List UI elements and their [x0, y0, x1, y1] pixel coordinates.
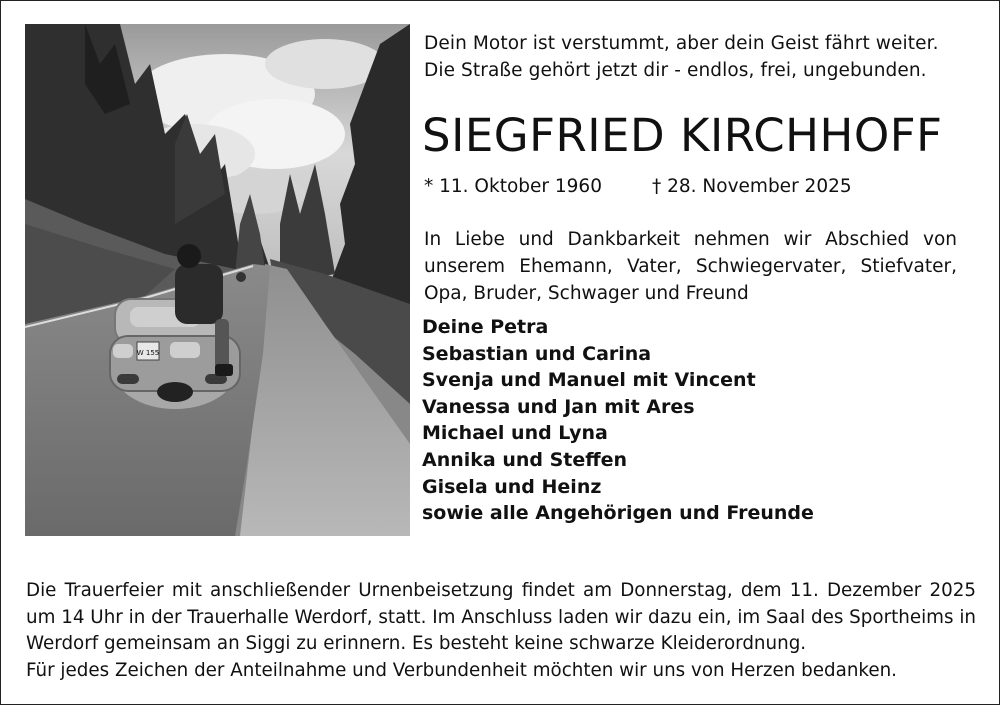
birth-date: * 11. Oktober 1960 [424, 176, 602, 197]
motorcyclist-forest-road-image [25, 24, 410, 536]
deceased-name: SIEGFRIED KIRCHHOFF [422, 109, 943, 162]
death-date: † 28. November 2025 [652, 176, 852, 197]
farewell-text: In Liebe und Dankbarkeit nehmen wir Abschied von unserem Ehemann, Vater, Schwiegervater, Stiefvater, Opa, Bruder, Schwager und Freund [424, 229, 957, 304]
mourner-entry: Gisela und Heinz [422, 475, 602, 498]
memorial-quote: Dein Motor ist verstummt, aber dein Geist fährt weiter. Die Straße gehört jetzt dir - endlos, frei, ungebunden. [424, 33, 939, 81]
mourner-entry: Annika und Steffen [422, 448, 628, 471]
funeral-notice [26, 578, 976, 684]
mourner-entry: Vanessa und Jan mit Ares [422, 395, 695, 418]
funeral-details: Die Trauerfeier mit anschließender Urnenbeisetzung findet am Donnerstag, dem 11. Dezember 2025 um 14 Uhr in der Trauerhalle Werdorf, statt. Im Anschluss laden wir dazu ein, im Saal des Sportheims in Werdorf gemeinsam an Siggi zu erinnern. Es besteht keine schwarze Kleiderordnung. [26, 580, 976, 654]
mourner-entry: Svenja und Manuel mit Vincent [422, 369, 756, 392]
mourner-entry: sowie alle Angehörigen und Freunde [422, 502, 814, 525]
svg-text:W 155: W 155 [136, 349, 160, 357]
thanks-note: Für jedes Zeichen der Anteilnahme und Verbundenheit möchten wir uns von Herzen bedanken. [26, 659, 897, 681]
memorial-photo [25, 24, 410, 536]
mourner-entry: Sebastian und Carina [422, 342, 652, 365]
mourner-entry: Deine Petra [422, 316, 549, 338]
mourner-entry: Michael und Lyna [422, 422, 608, 445]
mourners-list [422, 314, 942, 527]
